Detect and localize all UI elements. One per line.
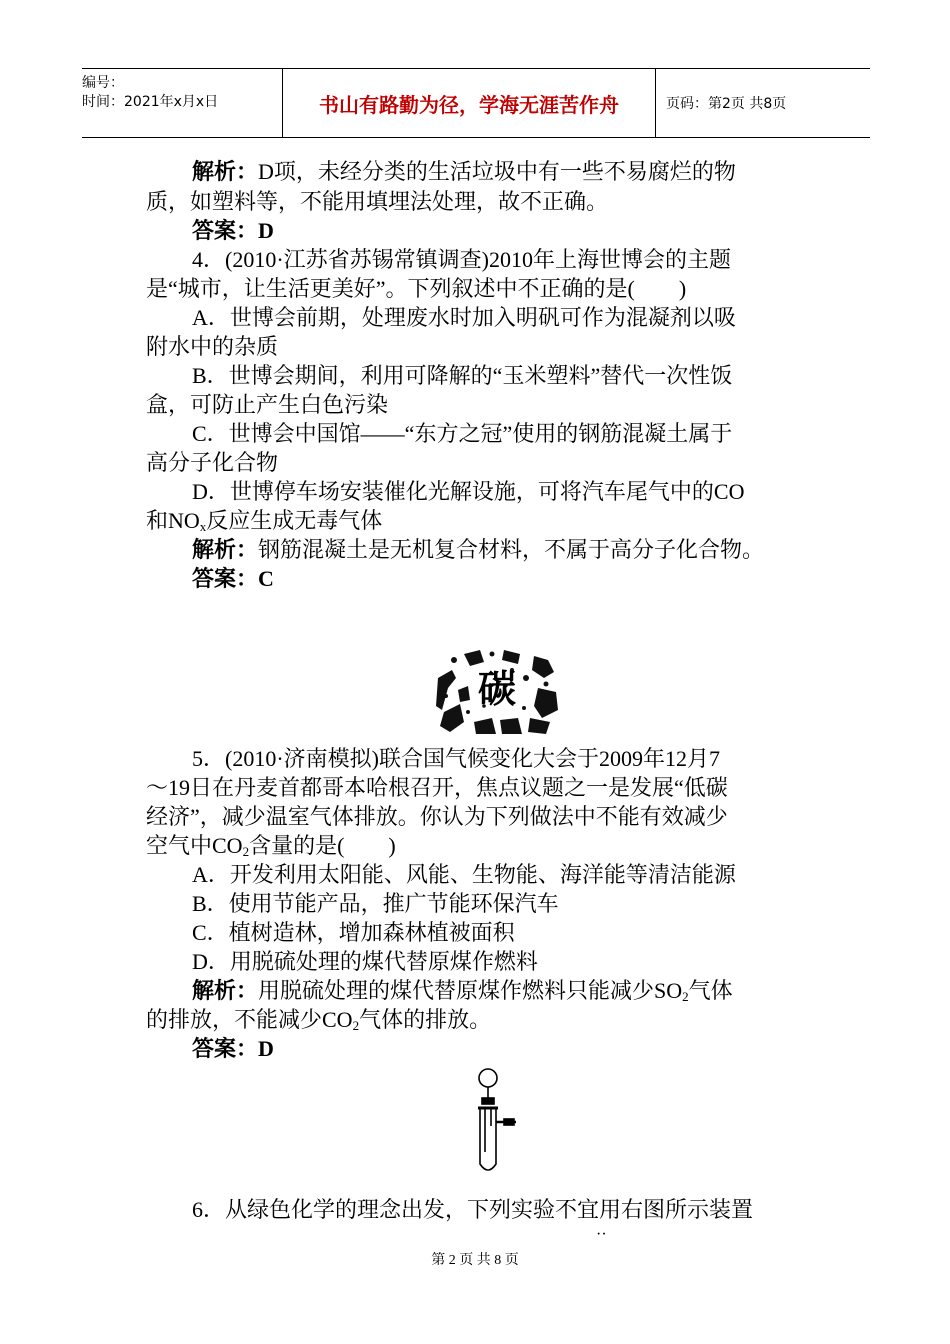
q6-emphasis-dots: ··: [596, 1226, 607, 1243]
q5-answer: 答案：D: [192, 1036, 274, 1061]
q5-analysis-subscript: 2: [682, 989, 689, 1004]
q5-stem-text-pre: 空气中CO: [146, 833, 243, 858]
q3-answer: 答案：D: [192, 218, 274, 243]
q4-option-d-line-2: [146, 507, 382, 535]
q5-analysis2-subscript: 2: [352, 1018, 360, 1033]
q3-analysis-label: 解析：: [192, 159, 259, 184]
q5-option-a: A．开发利用太阳能、风能、生物能、海洋能等清洁能源: [192, 862, 736, 887]
header-page-label: 页码：第2页 共8页: [666, 96, 787, 112]
page-footer: 第 2 页 共 8 页: [431, 1253, 519, 1268]
header-number-label: 编号：: [82, 75, 124, 91]
q5-analysis-label: 解析：: [192, 978, 259, 1003]
q5-stem-subscript: 2: [242, 844, 250, 859]
q4-option-c-line-2: 高分子化合物: [146, 450, 279, 475]
q4-option-c-line-1: C．世博会中国馆——“东方之冠”使用的钢筋混凝土属于: [192, 421, 733, 446]
header-motto: 书山有路勤为径，学海无涯苦作舟: [282, 69, 656, 137]
q5-stem-line-2: ～19日在丹麦首都哥本哈根召开，焦点议题之一是发展“低碳: [146, 775, 728, 800]
q5-option-b: B．使用节能产品，推广节能环保汽车: [192, 891, 559, 916]
q4-d-subscript: x: [199, 519, 207, 534]
q6-stem-line-1: 6．从绿色化学的理念出发，下列实验不宜用右图所示装置: [192, 1197, 754, 1222]
q5-stem-line-1: 5．(2010·济南模拟)联合国气候变化大会于2009年12月7: [192, 746, 720, 771]
header-time-label: 时间：2021年x月x日: [82, 94, 219, 110]
q5-analysis-text-pre: 用脱硫处理的煤代替原煤作燃料只能减少SO: [258, 978, 683, 1003]
carbon-character: 碳: [478, 669, 517, 711]
q4-option-d-line-1: D．世博停车场安装催化光解设施，可将汽车尾气中的CO: [192, 479, 745, 504]
q4-d-text-pre: 和NO: [146, 508, 200, 533]
q5-analysis2-text-post: 气体的排放。: [359, 1007, 492, 1032]
q5-analysis-line-1: [192, 977, 733, 1005]
q4-option-b-line-2: 盒，可防止产生白色污染: [146, 392, 389, 417]
q4-analysis-text: 钢筋混凝土是无机复合材料，不属于高分子化合物。: [258, 537, 765, 562]
q4-option-a-line-2: 附水中的杂质: [146, 334, 279, 359]
q5-analysis-line-2: [146, 1006, 491, 1034]
q5-analysis2-text-pre: 的排放，不能减少CO: [146, 1007, 353, 1032]
q3-analysis-line-2: 质，如塑料等，不能用填埋法处理，故不正确。: [146, 189, 609, 214]
q5-stem-line-3: 经济”，减少温室气体排放。你认为下列做法中不能有效减少: [146, 804, 728, 829]
q4-analysis: [192, 536, 764, 564]
test-tube-with-funnel-icon: [470, 1064, 530, 1174]
q4-answer: 答案：C: [192, 566, 274, 591]
q3-analysis-text-1: D项，未经分类的生活垃圾中有一些不易腐烂的物: [258, 159, 736, 184]
q4-option-b-line-1: B．世博会期间，利用可降解的“玉米塑料”替代一次性饭: [192, 363, 733, 388]
q5-option-c: C．植树造林，增加森林植被面积: [192, 920, 515, 945]
q4-d-text-post: 反应生成无毒气体: [206, 508, 383, 533]
q4-analysis-label: 解析：: [192, 537, 259, 562]
q4-option-a-line-1: A．世博会前期，处理废水时加入明矾可作为混凝剂以吸: [192, 305, 736, 330]
q5-stem-line-4: [146, 832, 396, 860]
apparatus-diagram: [470, 1064, 530, 1174]
q5-stem-text-post: 含量的是( ): [249, 833, 396, 858]
q4-stem-line-2: 是“城市，让生活更美好”。下列叙述中不正确的是( ): [146, 276, 687, 301]
q5-option-d: D．用脱硫处理的煤代替原煤作燃料: [192, 949, 538, 974]
low-carbon-illustration: [434, 648, 560, 736]
page-header: [82, 68, 870, 138]
header-meta: [82, 69, 282, 142]
q4-stem-line-1: 4．(2010·江苏省苏锡常镇调查)2010年上海世博会的主题: [192, 247, 731, 272]
q5-analysis-text-post: 气体: [688, 978, 733, 1003]
q3-analysis-line-1: [192, 158, 736, 186]
